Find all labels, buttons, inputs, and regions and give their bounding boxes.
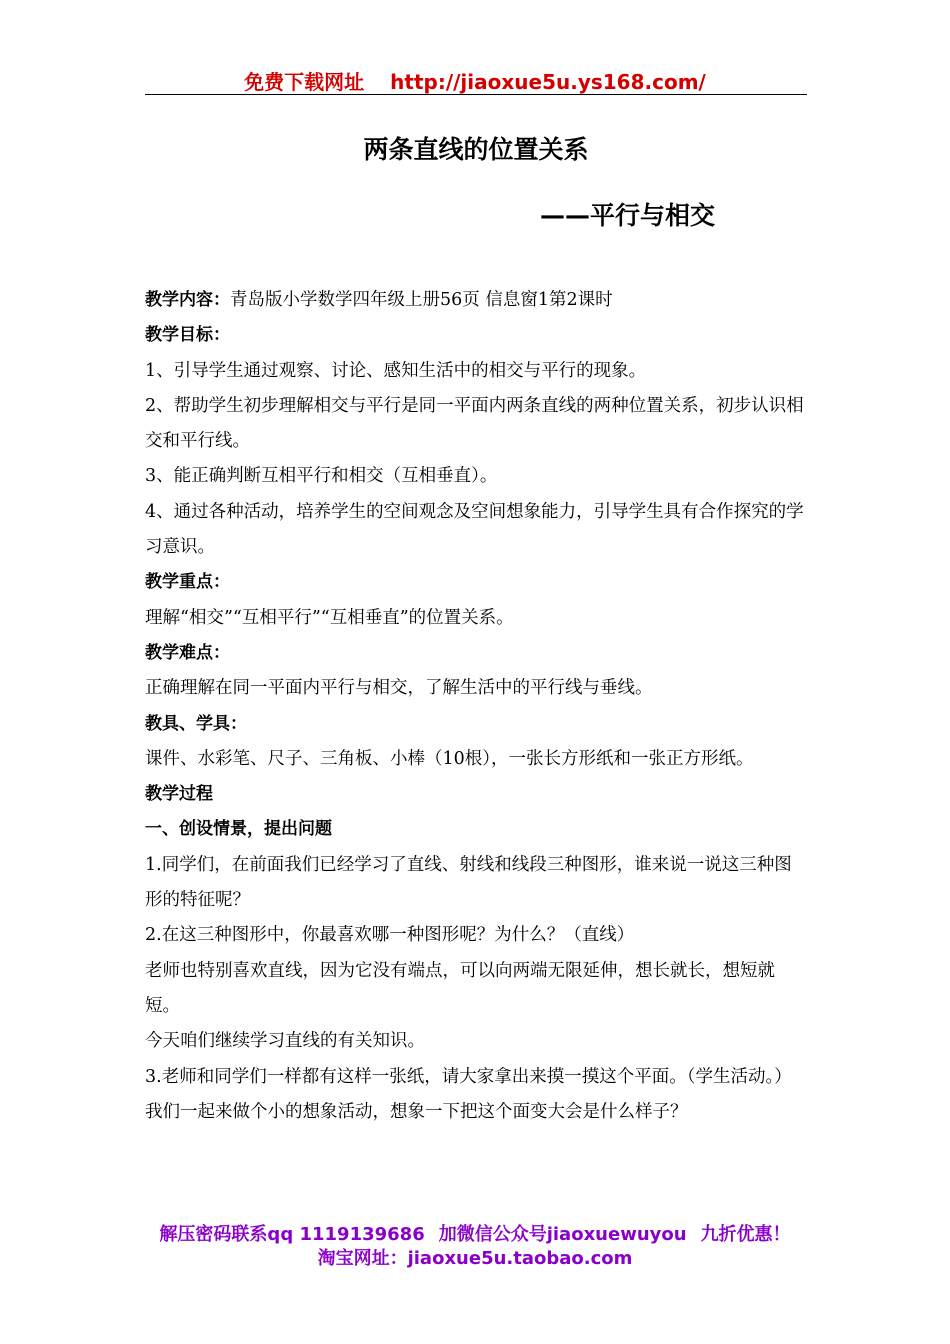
header-banner [145, 66, 805, 95]
section-1-heading: 一、创设情景，提出问题 [145, 819, 332, 840]
header-url-link[interactable]: http://jiaoxue5u.ys168.com/ [390, 70, 706, 94]
goal-item-2: 2、帮助学生初步理解相交与平行是同一平面内两条直线的两种位置关系，初步认识相交和平行线。 [145, 395, 804, 452]
document-body [145, 283, 809, 1130]
step-3: 3.老师和同学们一样都有这样一张纸，请大家拿出来摸一摸这个平面。（学生活动。） [145, 1066, 792, 1087]
footer-wechat: 加微信公众号jiaoxuewuyou [438, 1224, 687, 1245]
goals-heading: 教学目标： [145, 325, 230, 346]
tools-text: 课件、水彩笔、尺子、三角板、小棒（10根），一张长方形纸和一张正方形纸。 [145, 748, 754, 769]
goal-item-3: 3、能正确判断互相平行和相交（互相垂直）。 [145, 466, 498, 487]
footer-contact-qq: 解压密码联系qq 1119139686 [159, 1224, 425, 1245]
goal-item-4: 4、通过各种活动，培养学生的空间观念及空间想象能力，引导学生具有合作探究的学习意识。 [145, 501, 804, 558]
process-heading: 教学过程 [145, 784, 213, 805]
key-points-text: 理解“相交”“互相平行”“互相垂直”的位置关系。 [145, 607, 514, 628]
footer-taobao-link[interactable]: 淘宝网址：jiaoxue5u.taobao.com [317, 1248, 633, 1269]
header-divider [145, 94, 807, 95]
step-2-followup: 老师也特别喜欢直线，因为它没有端点，可以向两端无限延伸，想长就长，想短就短。 [145, 960, 775, 1016]
tools-heading: 教具、学具： [145, 713, 247, 734]
header-label: 免费下载网址 [244, 70, 365, 94]
footer-discount: 九折优惠！ [700, 1224, 791, 1245]
difficulty-heading: 教学难点： [145, 642, 230, 663]
goal-item-1: 1、引导学生通过观察、讨论、感知生活中的相交与平行的现象。 [145, 360, 647, 381]
teaching-content-text: 青岛版小学数学四年级上册56页 信息窗1第2课时 [230, 290, 613, 310]
step-3-followup: 我们一起来做个小的想象活动，想象一下把这个面变大会是什么样子？ [145, 1101, 688, 1122]
teaching-content-label: 教学内容： [145, 290, 230, 310]
difficulty-text: 正确理解在同一平面内平行与相交，了解生活中的平行线与垂线。 [145, 678, 653, 699]
step-2-closing: 今天咱们继续学习直线的有关知识。 [145, 1031, 425, 1052]
teaching-content-line [145, 283, 809, 318]
footer-line-1 [0, 1220, 950, 1246]
document-title: 两条直线的位置关系 [363, 135, 589, 164]
key-points-heading: 教学重点： [145, 572, 230, 593]
document-subtitle: ——平行与相交 [540, 201, 716, 230]
step-2: 2.在这三种图形中，你最喜欢哪一种图形呢？为什么？（直线） [145, 925, 635, 946]
step-1: 1.同学们，在前面我们已经学习了直线、射线和线段三种图形，谁来说一说这三种图形的特征呢？ [145, 854, 792, 911]
